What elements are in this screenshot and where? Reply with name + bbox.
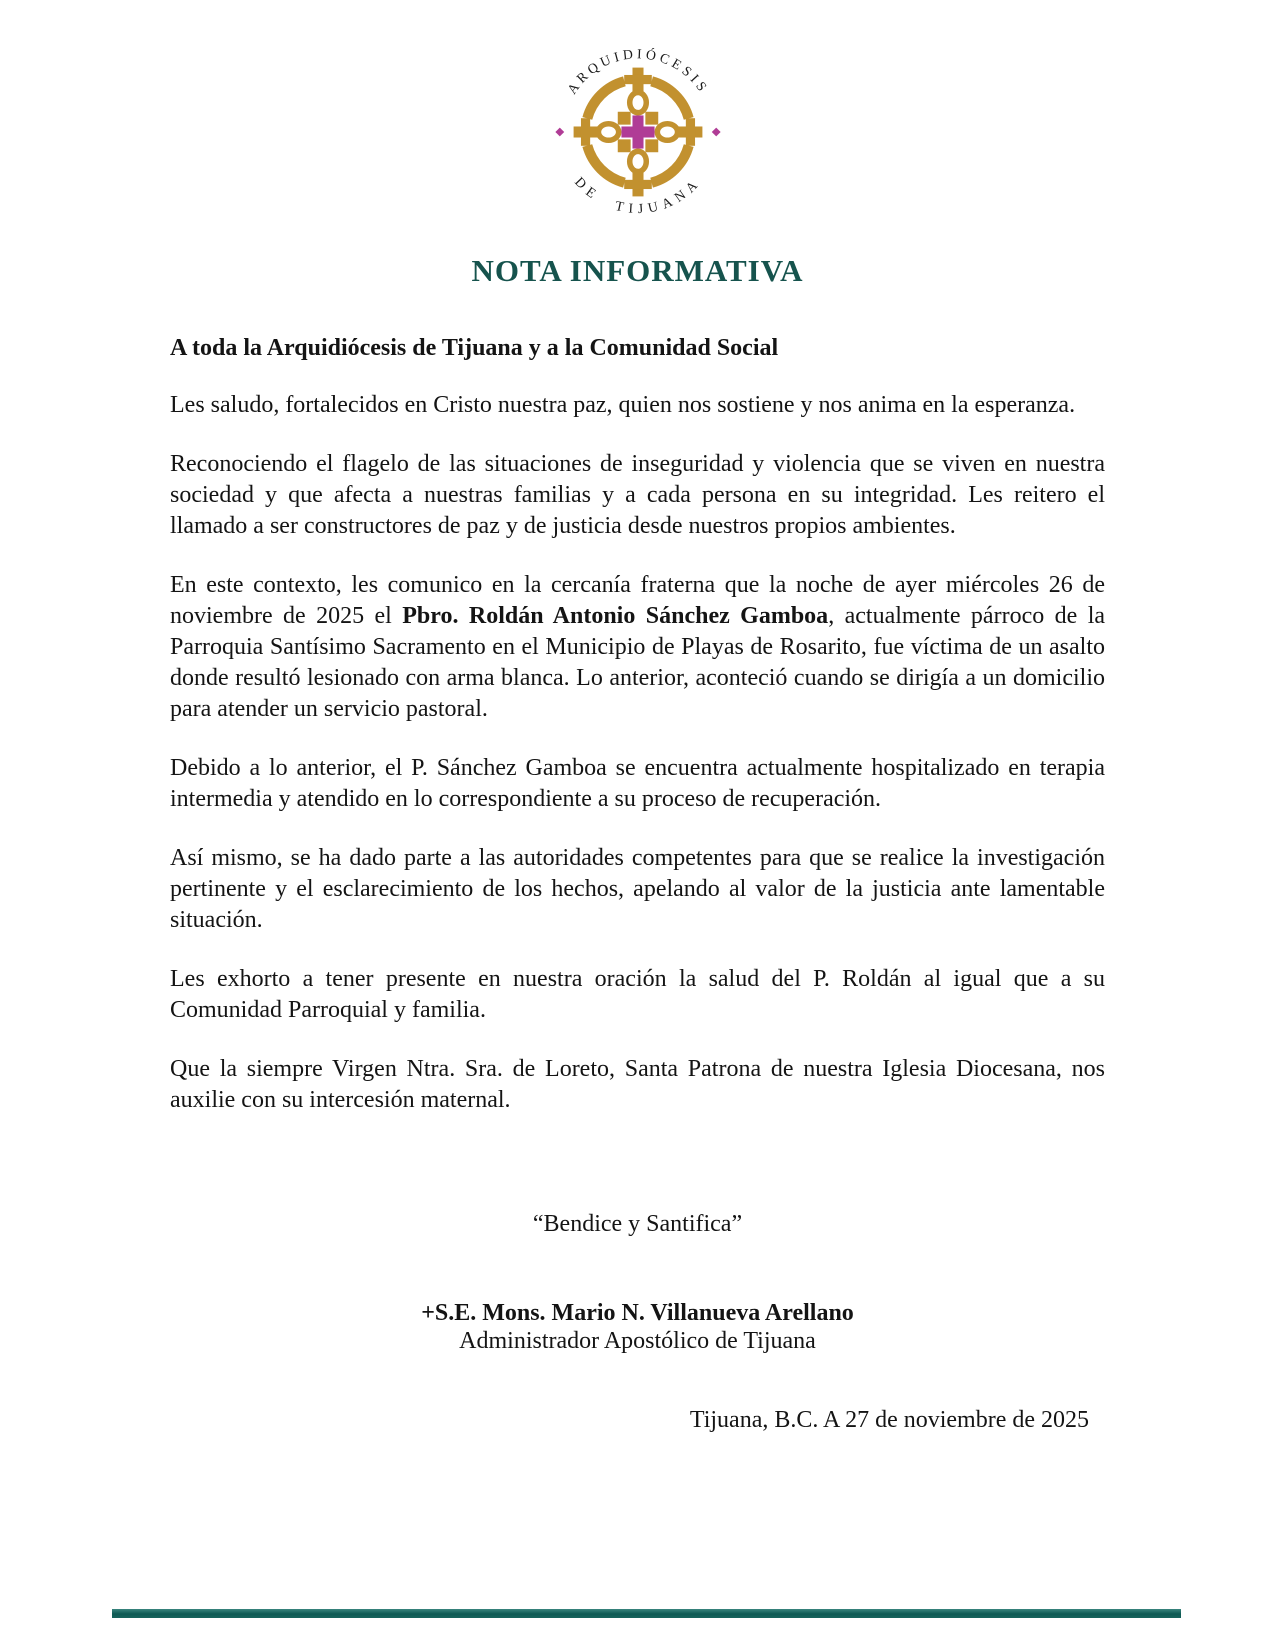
priest-name: Pbro. Roldán Antonio Sánchez Gamboa — [402, 603, 829, 629]
signature-role: Administrador Apostólico de Tijuana — [459, 1328, 816, 1354]
paragraph-virgin-loreto: Que la siempre Virgen Ntra. Sra. de Loreto, Santa Patrona de nuestra Iglesia Diocesana, nos auxilie con su intercesión maternal. — [170, 1056, 1105, 1113]
arquidiocesis-tijuana-logo-icon — [546, 40, 730, 224]
dateline: Tijuana, B.C. A 27 de noviembre de 2025 — [689, 1407, 1089, 1433]
motto-quote: “Bendice y Santifica” — [532, 1211, 743, 1237]
logo-arc-text-top: ARQUIDIÓCESIS — [563, 46, 712, 97]
salutation-line: A toda la Arquidiócesis de Tijuana y a la Comunidad Social — [170, 335, 779, 361]
logo-arc-text-bottom: DE TIJUANA — [571, 174, 704, 217]
paragraph-context: Reconociendo el flagelo de las situaciones de inseguridad y violencia que se viven en nuestra sociedad y que afecta a nuestras familias y a cada persona en su integridad. Les reitero el llamado a ser constructores de paz y de justicia desde nuestros propios ambientes. — [170, 451, 1105, 539]
paragraph-hospital: Debido a lo anterior, el P. Sánchez Gamboa se encuentra actualmente hospitalizado en terapia intermedia y atendido en lo correspondiente a su proceso de recuperación. — [170, 755, 1105, 812]
signature-name: +S.E. Mons. Mario N. Villanueva Arellano — [421, 1300, 854, 1326]
incident-text-pre: En este contexto, les comunico en la cercanía fraterna que la noche de ayer miércoles 26 de noviembre de 2025 el — [170, 572, 1105, 629]
footer-rule — [112, 1609, 1181, 1618]
paragraph-authorities: Así mismo, se ha dado parte a las autoridades competentes para que se realice la investigación pertinente y el esclarecimiento de los hechos, apelando al valor de la justicia ante lamentable situación. — [170, 845, 1105, 933]
paragraph-greeting: Les saludo, fortalecidos en Cristo nuestra paz, quien nos sostiene y nos anima en la esperanza. — [170, 392, 1076, 418]
incident-text-post: , actualmente párroco de la Parroquia Santísimo Sacramento en el Municipio de Playas de Rosarito, fue víctima de un asalto donde resultó lesionado con arma blanca. Lo anterior, aconteció cuando se dirigía a un domicilio para atender un servicio pastoral. — [170, 603, 1106, 722]
document-title: NOTA INFORMATIVA — [471, 253, 804, 288]
paragraph-prayer-request: Les exhorto a tener presente en nuestra oración la salud del P. Roldán al igual que a su Comunidad Parroquial y familia. — [170, 966, 1105, 1023]
letterhead — [170, 0, 1105, 229]
paragraph-incident — [170, 570, 1105, 725]
